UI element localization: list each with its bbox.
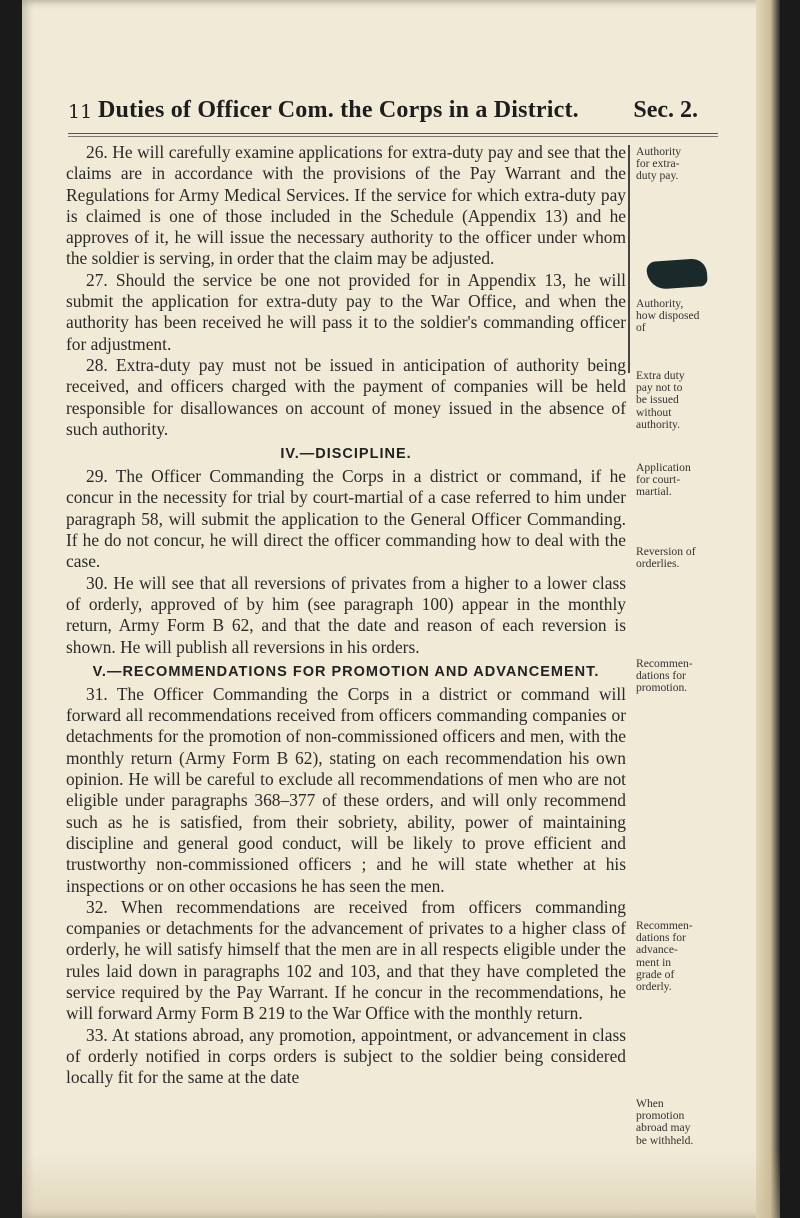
paragraph-29: 29. The Officer Commanding the Corps in a district or command, if he concur in the necessity for trial by court-martial of a case referred to him under paragraph 58, will submit the application to the General Officer Commanding. If he do not concur, he will direct the officer commanding how to deal with the case. [66, 466, 626, 572]
sidenote-line: be issued [636, 393, 679, 407]
sidenote-line: orderlies. [636, 557, 680, 571]
sidenote-line: grade of [636, 967, 675, 981]
sidenote-line: pay not to [636, 381, 683, 395]
sidenote-line: promotion. [636, 681, 688, 695]
sidenote-line: for court- [636, 473, 681, 487]
header-rule-secondary [68, 136, 718, 137]
sidenote-line: be withheld. [636, 1133, 694, 1147]
paragraph-26: 26. He will carefully examine applications for extra-duty pay and see that the claims are in accordance with the provisions of the Pay Warrant and the Regulations for Army Medical Services. If the service for which extra-duty pay is claimed is one of those included in the Schedule (Appendix 13) and he approves of it, he will issue the necessary authority to the officer under whom the soldier is serving, in order that the claim may be adjusted. [66, 142, 626, 269]
paragraph-28: 28. Extra-duty pay must not be issued in anticipation of authority being received, and officers charged with the payment of companies will be held responsible for disallowances on account of money issued in the absence of such authority. [66, 354, 626, 439]
sidenote-line: duty pay. [636, 169, 679, 183]
sidenote-court-martial [636, 462, 722, 499]
sidenote-line: Reversion of [636, 545, 696, 558]
sidenote-line: Recommen- [636, 919, 693, 932]
sidenote-line: martial. [636, 485, 672, 499]
sidenote-line: abroad may [636, 1121, 691, 1135]
sidenote-reversion [636, 546, 722, 570]
sidenote-line: Extra duty [636, 369, 685, 382]
section-heading-discipline: IV.—DISCIPLINE. [280, 446, 412, 463]
sidenote-line: of [636, 321, 646, 335]
running-header [68, 97, 698, 133]
section-marker: Sec. 2. [633, 97, 698, 123]
sidenote-line: When [636, 1097, 664, 1110]
sidenote-recommendations-advancement [636, 920, 722, 993]
paragraph-32: 32. When recommendations are received from officers commanding companies or detachments for the advancement of privates to a higher class of orderly, he will satisfy himself that the men are in all respects eligible under the rules laid down in paragraphs 102 and 103, and that they have completed the service required by the Pay Warrant. If he concur in the recommendations, he will forward Army Form B 219 to the War Office with the monthly return. [66, 896, 626, 1024]
sidenote-line: orderly. [636, 980, 672, 994]
sidenote-authority-disposed [636, 298, 722, 335]
page-stain [22, 1150, 780, 1218]
paragraph-27: 27. Should the service be one not provided for in Appendix 13, he will submit the application for extra-duty pay to the War Office, and when the authority has been received he will pass it to the soldier's commanding officer for adjustment. [66, 269, 626, 354]
sidenote-line: Authority, [636, 297, 684, 310]
sidenote-line: promotion [636, 1109, 685, 1123]
sidenote-recommendations-promotion [636, 658, 722, 695]
sidenote-line: Authority [636, 145, 682, 158]
sidenote-line: how disposed [636, 309, 700, 323]
sidenote-extra-duty [636, 370, 722, 431]
paragraph-30: 30. He will see that all reversions of privates from a higher to a lower class of orderly, approved of by him (see paragraph 100) appear in the monthly return, Army Form B 62, and that the date and reason of each reversion is shown. He will publish all reversions in his orders. [66, 572, 626, 657]
body-text [66, 142, 626, 1088]
sidenote-promotion-abroad [636, 1098, 722, 1147]
paragraph-31: 31. The Officer Commanding the Corps in a district or command will forward all recommendations received from officers commanding companies or detachments for the promotion of non-commissioned officers and men, with the monthly return (Army Form B 62), stating on each recommendation his own opinion. He will be careful to exclude all recommendations of men who are not eligible under paragraphs 368–377 of these orders, and will only recommend such as he is satisfied, from their sobriety, ability, power of maintaining discipline and general good conduct, will be likely to prove efficient and trustworthy non-commissioned officers ; and he will state whether at his inspections or on other occasions he has seen the men. [66, 683, 626, 896]
page-edge [756, 0, 780, 1218]
page-number: 11 [68, 101, 93, 123]
sidenote-line: Application [636, 461, 691, 474]
sidenote-line: dations for [636, 669, 686, 683]
sidenote-authority-extra-duty [636, 146, 722, 183]
header-rule [68, 133, 718, 134]
paragraph-33: 33. At stations abroad, any promotion, appointment, or advancement in class of orderly notified in corps orders is subject to the soldier being considered locally fit for the same at the date [66, 1024, 626, 1088]
sidenote-line: authority. [636, 417, 681, 431]
sidenote-line: dations for [636, 931, 686, 945]
sidenote-line: without [636, 405, 672, 419]
sidenote-line: advance- [636, 943, 678, 957]
sidenote-line: ment in [636, 955, 672, 969]
running-title: Duties of Officer Com. the Corps in a District. [98, 97, 579, 123]
sidenote-line: Recommen- [636, 657, 693, 670]
section-heading-promotion: V.—RECOMMENDATIONS FOR PROMOTION AND ADVANCEMENT. [92, 663, 600, 680]
margin-bracket [628, 145, 630, 373]
sidenote-line: for extra- [636, 157, 680, 171]
ink-blot [646, 258, 708, 290]
